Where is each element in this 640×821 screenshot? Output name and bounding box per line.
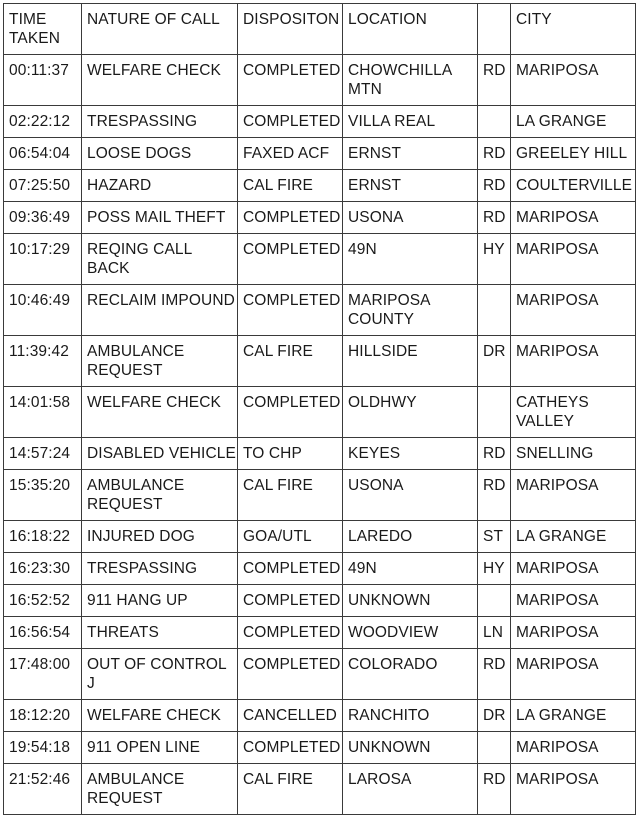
- cell-location: 49N: [343, 234, 478, 285]
- cell-nature-of-call: THREATS: [82, 617, 238, 649]
- cell-disposition: CAL FIRE: [238, 764, 343, 815]
- cell-location: USONA: [343, 202, 478, 234]
- cell-nature-of-call: RECLAIM IMPOUND: [82, 285, 238, 336]
- call-log-table: [3, 3, 636, 815]
- cell-location: OLDHWY: [343, 387, 478, 438]
- cell-location: 49N: [343, 553, 478, 585]
- cell-time: 16:23:30: [4, 553, 82, 585]
- table-row: [4, 170, 636, 202]
- cell-city: COULTERVILLE: [511, 170, 636, 202]
- cell-nature-of-call: WELFARE CHECK: [82, 387, 238, 438]
- table-row: [4, 202, 636, 234]
- cell-location: ERNST: [343, 138, 478, 170]
- table-row: [4, 387, 636, 438]
- cell-disposition: COMPLETED: [238, 106, 343, 138]
- cell-city: MARIPOSA: [511, 732, 636, 764]
- cell-disposition: COMPLETED: [238, 285, 343, 336]
- cell-time: 11:39:42: [4, 336, 82, 387]
- cell-city: MARIPOSA: [511, 764, 636, 815]
- cell-time: 16:56:54: [4, 617, 82, 649]
- cell-city: MARIPOSA: [511, 585, 636, 617]
- cell-street-suffix: HY: [478, 234, 511, 285]
- cell-street-suffix: [478, 585, 511, 617]
- cell-time: 18:12:20: [4, 700, 82, 732]
- cell-city: MARIPOSA: [511, 234, 636, 285]
- cell-nature-of-call: POSS MAIL THEFT: [82, 202, 238, 234]
- cell-location: WOODVIEW: [343, 617, 478, 649]
- cell-disposition: COMPLETED: [238, 202, 343, 234]
- cell-disposition: CAL FIRE: [238, 336, 343, 387]
- cell-street-suffix: RD: [478, 470, 511, 521]
- table-row: [4, 553, 636, 585]
- cell-time: 16:52:52: [4, 585, 82, 617]
- cell-disposition: COMPLETED: [238, 649, 343, 700]
- cell-time: 19:54:18: [4, 732, 82, 764]
- table-row: [4, 106, 636, 138]
- cell-time: 14:57:24: [4, 438, 82, 470]
- header-time-taken-line1: TIME: [9, 11, 47, 28]
- cell-location: ERNST: [343, 170, 478, 202]
- cell-nature-of-call: WELFARE CHECK: [82, 700, 238, 732]
- table-row: [4, 285, 636, 336]
- cell-street-suffix: RD: [478, 202, 511, 234]
- table-row: [4, 234, 636, 285]
- cell-location: RANCHITO: [343, 700, 478, 732]
- table-row: [4, 764, 636, 815]
- cell-nature-of-call: OUT OF CONTROL J: [82, 649, 238, 700]
- cell-nature-of-call: 911 HANG UP: [82, 585, 238, 617]
- table-row: [4, 521, 636, 553]
- cell-disposition: COMPLETED: [238, 553, 343, 585]
- cell-street-suffix: [478, 387, 511, 438]
- table-row: [4, 700, 636, 732]
- cell-disposition: COMPLETED: [238, 387, 343, 438]
- cell-city: MARIPOSA: [511, 617, 636, 649]
- cell-disposition: CANCELLED: [238, 700, 343, 732]
- cell-time: 00:11:37: [4, 55, 82, 106]
- cell-street-suffix: DR: [478, 700, 511, 732]
- cell-nature-of-call: AMBULANCE REQUEST: [82, 470, 238, 521]
- cell-nature-of-call: DISABLED VEHICLE: [82, 438, 238, 470]
- cell-time: 07:25:50: [4, 170, 82, 202]
- cell-city: MARIPOSA: [511, 202, 636, 234]
- cell-time: 16:18:22: [4, 521, 82, 553]
- cell-nature-of-call: INJURED DOG: [82, 521, 238, 553]
- cell-location: VILLA REAL: [343, 106, 478, 138]
- cell-city: MARIPOSA: [511, 285, 636, 336]
- cell-street-suffix: [478, 732, 511, 764]
- cell-city: MARIPOSA: [511, 336, 636, 387]
- cell-street-suffix: LN: [478, 617, 511, 649]
- cell-street-suffix: RD: [478, 438, 511, 470]
- cell-street-suffix: [478, 106, 511, 138]
- cell-city: MARIPOSA: [511, 553, 636, 585]
- table-row: [4, 585, 636, 617]
- cell-location: LAREDO: [343, 521, 478, 553]
- table-row: [4, 55, 636, 106]
- cell-time: 09:36:49: [4, 202, 82, 234]
- cell-disposition: COMPLETED: [238, 585, 343, 617]
- cell-time: 21:52:46: [4, 764, 82, 815]
- cell-time: 10:17:29: [4, 234, 82, 285]
- cell-city: SNELLING: [511, 438, 636, 470]
- cell-nature-of-call: 911 OPEN LINE: [82, 732, 238, 764]
- cell-city: LA GRANGE: [511, 521, 636, 553]
- cell-disposition: TO CHP: [238, 438, 343, 470]
- cell-street-suffix: RD: [478, 55, 511, 106]
- header-city: CITY: [511, 4, 636, 55]
- cell-time: 17:48:00: [4, 649, 82, 700]
- cell-nature-of-call: AMBULANCE REQUEST: [82, 764, 238, 815]
- cell-disposition: COMPLETED: [238, 55, 343, 106]
- cell-nature-of-call: WELFARE CHECK: [82, 55, 238, 106]
- cell-time: 06:54:04: [4, 138, 82, 170]
- cell-city: MARIPOSA: [511, 649, 636, 700]
- header-time-taken: [4, 4, 82, 55]
- table-row: [4, 470, 636, 521]
- table-row: [4, 438, 636, 470]
- table-row: [4, 138, 636, 170]
- cell-disposition: COMPLETED: [238, 732, 343, 764]
- cell-street-suffix: RD: [478, 649, 511, 700]
- cell-street-suffix: RD: [478, 170, 511, 202]
- cell-time: 15:35:20: [4, 470, 82, 521]
- header-location: LOCATION: [343, 4, 478, 55]
- cell-location: KEYES: [343, 438, 478, 470]
- cell-street-suffix: RD: [478, 764, 511, 815]
- cell-disposition: GOA/UTL: [238, 521, 343, 553]
- cell-disposition: FAXED ACF: [238, 138, 343, 170]
- cell-location: COLORADO: [343, 649, 478, 700]
- header-nature-of-call: NATURE OF CALL: [82, 4, 238, 55]
- table-row: [4, 617, 636, 649]
- cell-nature-of-call: LOOSE DOGS: [82, 138, 238, 170]
- header-time-taken-line2: TAKEN: [9, 30, 61, 47]
- cell-time: 02:22:12: [4, 106, 82, 138]
- cell-nature-of-call: TRESPASSING: [82, 553, 238, 585]
- cell-disposition: COMPLETED: [238, 617, 343, 649]
- cell-city: LA GRANGE: [511, 700, 636, 732]
- cell-nature-of-call: AMBULANCE REQUEST: [82, 336, 238, 387]
- cell-location: CHOWCHILLA MTN: [343, 55, 478, 106]
- cell-nature-of-call: HAZARD: [82, 170, 238, 202]
- cell-location: MARIPOSA COUNTY: [343, 285, 478, 336]
- call-log-body: [4, 55, 636, 815]
- table-row: [4, 649, 636, 700]
- cell-street-suffix: RD: [478, 138, 511, 170]
- cell-city: LA GRANGE: [511, 106, 636, 138]
- header-row: [4, 4, 636, 55]
- header-street-suffix: [478, 4, 511, 55]
- cell-location: UNKNOWN: [343, 585, 478, 617]
- table-row: [4, 732, 636, 764]
- cell-city: MARIPOSA: [511, 55, 636, 106]
- cell-location: UNKNOWN: [343, 732, 478, 764]
- cell-time: 14:01:58: [4, 387, 82, 438]
- cell-disposition: CAL FIRE: [238, 470, 343, 521]
- cell-city: CATHEYS VALLEY: [511, 387, 636, 438]
- cell-street-suffix: ST: [478, 521, 511, 553]
- cell-nature-of-call: TRESPASSING: [82, 106, 238, 138]
- cell-city: GREELEY HILL: [511, 138, 636, 170]
- header-disposition: DISPOSITON: [238, 4, 343, 55]
- cell-location: LAROSA: [343, 764, 478, 815]
- cell-street-suffix: [478, 285, 511, 336]
- cell-time: 10:46:49: [4, 285, 82, 336]
- cell-disposition: COMPLETED: [238, 234, 343, 285]
- table-row: [4, 336, 636, 387]
- cell-street-suffix: DR: [478, 336, 511, 387]
- cell-street-suffix: HY: [478, 553, 511, 585]
- cell-city: MARIPOSA: [511, 470, 636, 521]
- cell-nature-of-call: REQING CALL BACK: [82, 234, 238, 285]
- cell-location: HILLSIDE: [343, 336, 478, 387]
- cell-disposition: CAL FIRE: [238, 170, 343, 202]
- cell-location: USONA: [343, 470, 478, 521]
